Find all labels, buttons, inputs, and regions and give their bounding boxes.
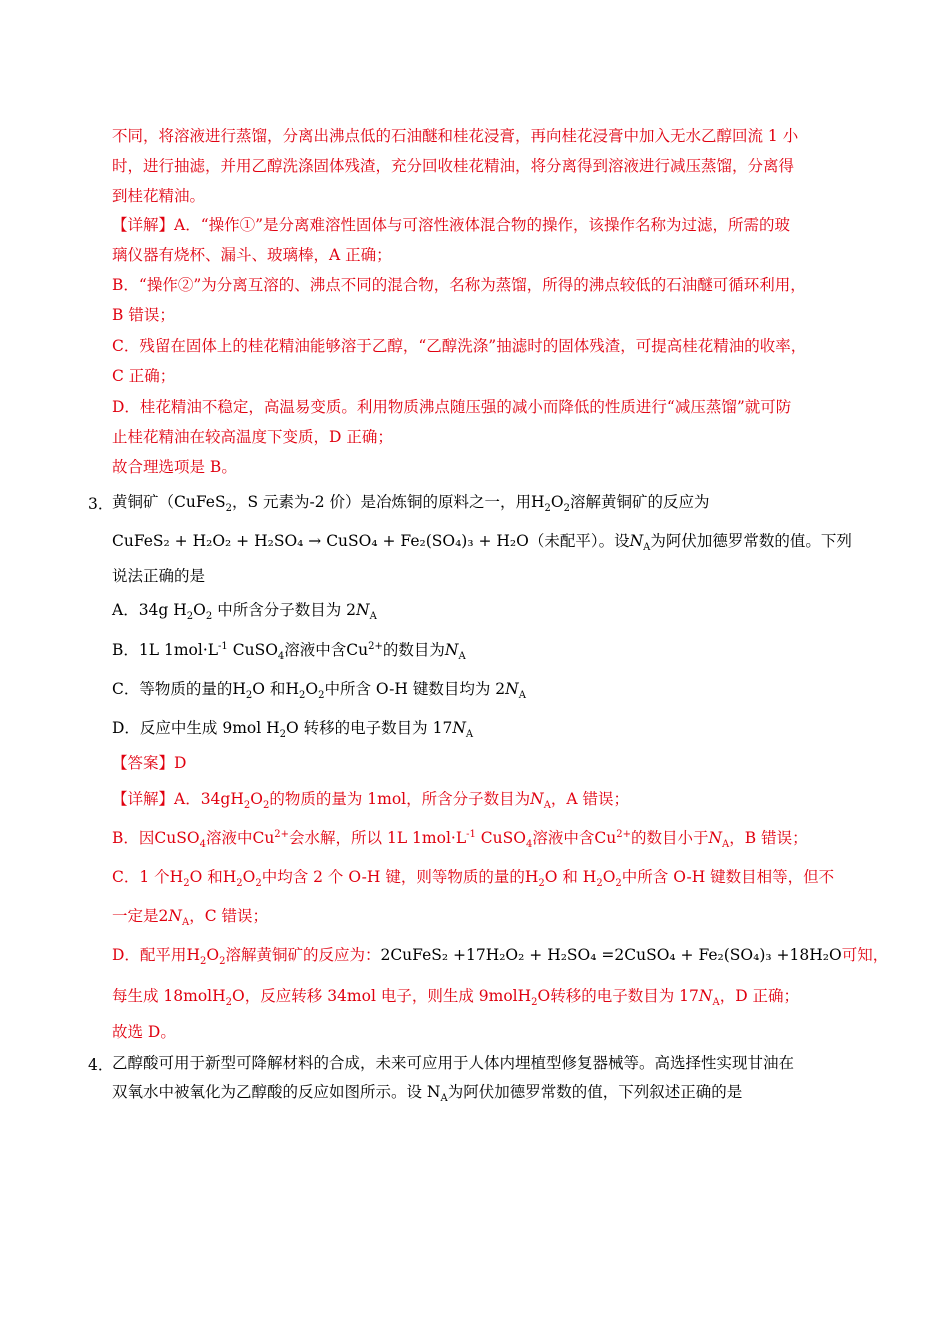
q3-explain-c-1: C．1 个$H_2O$ 和$H_2O_2$中均含 2 个 O-H 键，则等物质的量的$H_2O$ 和 $H_2O_2$中所含 O-H 键数目相等，但不 (112, 868, 835, 890)
q3-option-b: B．1L $1mol\cdot L^{-1}$ CuSO$_4$溶液中含$Cu^{2+}$的数目为$N_A$ (112, 640, 466, 663)
q4-line-1: 乙醇酸可用于新型可降解材料的合成，未来可应用于人体内埋植型修复器械等。高选择性实现甘油在 (112, 1054, 795, 1072)
prev-line-1: 不同，将溶液进行蒸馏，分离出沸点低的石油醚和桂花浸膏，再向桂花浸膏中加入无水乙醇回流 1 小 (112, 127, 799, 145)
prev-line-6: B．“操作②”为分离互溶的、沸点不同的混合物，名称为蒸馏，所得的沸点较低的石油醚可循环利用， (112, 276, 806, 294)
q3-explain-d-1: D．配平用$H_2O_2$溶解黄铜矿的反应为：2CuFeS₂ +17H₂O₂ + H₂SO₄ =2CuSO₄ + Fe₂(SO₄)₃ +18H₂O可知， (112, 946, 889, 968)
q3-explain-d-2: 每生成 18molH$_2$O，反应转移 34mol 电子，则生成 9molH$_2$O转移的电子数目为 $17N_A$，D 正确； (112, 987, 800, 1009)
q3-final: 故选 D。 (112, 1023, 176, 1041)
q3-explain-b: B．因CuSO$_4$溶液中$Cu^{2+}$会水解，所以 1L $1mol\cdot L^{-1}$ CuSO$_4$溶液中含$Cu^{2+}$的数目小于$N_A$，B 错误； (112, 828, 808, 851)
q4-number: 4． (88, 1056, 114, 1074)
prev-line-2: 时，进行抽滤，并用乙醇洗涤固体残渣，充分回收桂花精油，将分离得到溶液进行减压蒸馏，分离得 (112, 157, 795, 175)
prev-line-3: 到桂花精油。 (112, 187, 206, 205)
q3-equation: CuFeS₂ + H₂O₂ + H₂SO₄ → CuSO₄ + Fe₂(SO₄)₃ + H₂O (112, 532, 529, 550)
q3-explain-c-2: 一定是$2N_A$，C 错误； (112, 907, 268, 929)
prev-line-10: D．桂花精油不稳定，高温易变质。利用物质沸点随压强的减小而降低的性质进行“减压蒸馏”就可防 (112, 398, 792, 416)
prev-line-12: 故合理选项是 B。 (112, 458, 237, 476)
q3-balanced-equation: 2CuFeS₂ +17H₂O₂ + H₂SO₄ =2CuSO₄ + Fe₂(SO₄)₃ +18H₂O (380, 946, 842, 964)
q3-number: 3． (88, 495, 114, 513)
q3-stem-line-2: CuFeS₂ + H₂O₂ + H₂SO₄ → CuSO₄ + Fe₂(SO₄)₃ + H₂O（未配平）。设$N_A$为阿伏加德罗常数的值。下列 (112, 532, 852, 554)
q4-line-2: 双氧水中被氧化为乙醇酸的反应如图所示。设 $N_A$为阿伏加德罗常数的值，下列叙述正确的是 (112, 1083, 743, 1105)
q3-option-d: D．反应中生成 9mol $H_2O$ 转移的电子数目为 $17N_A$ (112, 719, 474, 741)
q3-option-a: A．34g $H_2O_2$ 中所含分子数目为 $2N_A$ (112, 601, 377, 623)
q3-stem-line-1: 黄铜矿（CuFeS$_2$，S 元素为-2 价）是冶炼铜的原料之一，用$H_2O_2$溶解黄铜矿的反应为 (112, 493, 710, 515)
prev-line-7: B 错误； (112, 306, 175, 324)
prev-line-8: C．残留在固体上的桂花精油能够溶于乙醇，“乙醇洗涤”抽滤时的固体残渣，可提高桂花精油的收率， (112, 337, 807, 355)
q3-stem-line-3: 说法正确的是 (112, 567, 206, 585)
prev-line-9: C 正确； (112, 367, 176, 385)
q3-explain-a: 【详解】A．$34gH_2O_2$的物质的量为 1mol，所含分子数目为$N_A$，A 错误； (112, 790, 630, 812)
q3-answer: 【答案】D (112, 754, 187, 772)
prev-line-5: 璃仪器有烧杯、漏斗、玻璃棒，A 正确； (112, 246, 392, 264)
prev-line-4: 【详解】A．“操作①”是分离难溶性固体与可溶性液体混合物的操作，该操作名称为过滤，所需的玻 (112, 216, 791, 234)
q3-option-c: C．等物质的量的$H_2O$ 和$H_2O_2$中所含 O-H 键数目均为 $2N_A$ (112, 680, 526, 702)
prev-line-11: 止桂花精油在较高温度下变质，D 正确； (112, 428, 393, 446)
